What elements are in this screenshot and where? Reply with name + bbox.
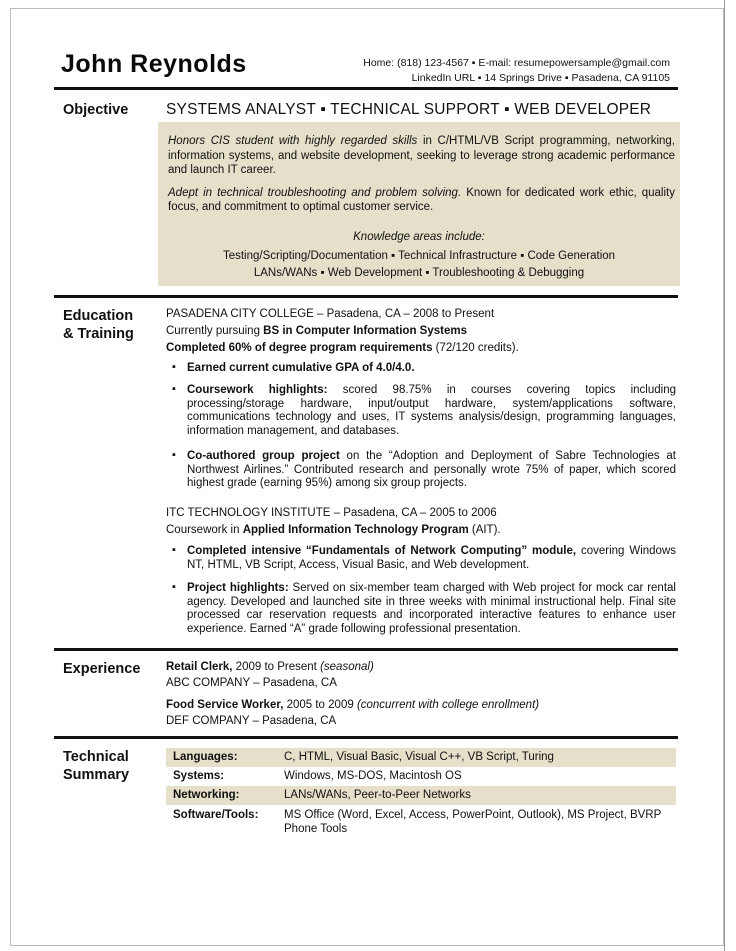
tech-value: Windows, MS-DOS, Macintosh OS (284, 770, 462, 782)
knowledge-areas-line-2: LANs/WANs ▪ Web Development ▪ Troubleshooting & Debugging (253, 267, 585, 279)
section-title-objective: Objective (63, 102, 129, 118)
edu-bullet-1 (166, 362, 678, 376)
bullet-icon: ▪ (172, 544, 176, 556)
contact-line-1: Home: (818) 123-4567 ▪ E-mail: resumepowersample@gmail.com (363, 57, 670, 69)
divider-objective (54, 295, 678, 298)
job-2-company: DEF COMPANY – Pasadena, CA (166, 715, 337, 727)
job-2-title-line (166, 698, 539, 712)
job-1-company: ABC COMPANY – Pasadena, CA (166, 677, 337, 689)
school-1-degree-pre: Currently pursuing (166, 325, 264, 337)
edu-bullet-3-text (187, 450, 676, 491)
contact-line-2: LinkedIn URL ▪ 14 Springs Drive ▪ Pasadena, CA 91105 (411, 72, 670, 84)
job-1-dates: 2009 to Present (232, 661, 321, 673)
edu-bullet-2 (166, 384, 678, 440)
objective-headline: SYSTEMS ANALYST ▪ TECHNICAL SUPPORT ▪ WEB DEVELOPER (166, 101, 652, 118)
bullet-icon: ▪ (172, 361, 176, 373)
technical-title-line-2: Summary (63, 767, 130, 783)
edu-bullet-4-rest: covering Windows NT, HTML, VB Script, Access, Visual Basic, and Web development. (187, 545, 677, 571)
edu-bullet-4-bold: Completed intensive “Fundamentals of Network Computing” module, (187, 545, 577, 557)
job-2-note: (concurrent with college enrollment) (356, 699, 540, 711)
page-edge (724, 0, 725, 951)
technical-title-line-1: Technical (63, 749, 129, 765)
knowledge-areas-title: Knowledge areas include: (353, 231, 485, 243)
tech-label: Networking: (173, 789, 240, 801)
tech-row-networking (166, 786, 676, 805)
tech-label: Software/Tools: (173, 809, 259, 821)
school-1-progress-bold: Completed 60% of degree program requirements (166, 342, 433, 354)
edu-bullet-2-rest: scored 98.75% in courses covering topics including processing/storage hardware, input/output hardware, system/applications software, communications technology and uses, IT systems analysis/design, programming languages, information management, and databases. (187, 384, 676, 437)
job-1-title-line (166, 660, 374, 674)
objective-emphasis-1: Honors CIS student with highly regarded skills (168, 135, 418, 147)
job-2-title: Food Service Worker, (166, 699, 284, 711)
tech-row-systems (166, 767, 676, 786)
tech-value: MS Office (Word, Excel, Access, PowerPoint, Outlook), MS Project, BVRP Phone Tools (284, 809, 662, 835)
edu-bullet-2-bold: Coursework highlights: (187, 384, 328, 396)
bullet-icon: ▪ (172, 383, 176, 395)
school-2-program-rest: (AIT). (468, 524, 501, 536)
school-2-program-pre: Coursework in (166, 524, 243, 536)
edu-bullet-3 (166, 450, 678, 492)
objective-paragraph-2 (168, 186, 675, 215)
school-2-program-name: Applied Information Technology Program (242, 524, 469, 536)
section-title-education (63, 307, 134, 343)
candidate-name: John Reynolds (61, 50, 247, 78)
edu-bullet-2-text (187, 384, 676, 438)
edu-bullet-3-bold: Co-authored group project (187, 450, 340, 462)
tech-label: Languages: (173, 751, 238, 763)
edu-bullet-5-bold: Project highlights: (187, 582, 289, 594)
edu-bullet-5-rest: Served on six-member team charged with Web project for mock car rental agency. Developed and launched site in three weeks with minimal instructional help. Final site processed car reservation requests and incorporated interactive features to enhance user experience. Earned “A” grade following professional presentation. (187, 582, 676, 635)
tech-row-languages (166, 748, 676, 767)
objective-rest-2: Known for dedicated work ethic, quality focus, and commitment to optimal customer service. (168, 186, 675, 213)
school-1-progress-rest: (72/120 credits). (432, 342, 519, 354)
objective-rest-1: in C/HTML/VB Script programming, networking, information systems, and website development, seeking to leverage strong academic performance and launch IT career. (168, 135, 675, 176)
edu-bullet-4-text (187, 545, 676, 572)
edu-bullet-5-text (187, 582, 676, 636)
section-title-technical (63, 748, 129, 784)
divider-education (54, 648, 678, 651)
school-1-degree-name: BS in Computer Information Systems (263, 325, 467, 337)
job-1-title: Retail Clerk, (166, 661, 233, 673)
edu-bullet-1-text: Earned current cumulative GPA of 4.0/4.0. (187, 362, 415, 374)
divider-header (54, 87, 678, 90)
school-1-heading: PASADENA CITY COLLEGE – Pasadena, CA – 2008 to Present (166, 308, 495, 320)
school-1-progress (166, 341, 678, 355)
job-2-dates: 2005 to 2009 (283, 699, 357, 711)
objective-summary-box (158, 122, 680, 286)
objective-text (168, 134, 675, 215)
knowledge-areas-line-1: Testing/Scripting/Documentation ▪ Technical Infrastructure ▪ Code Generation (222, 250, 616, 262)
tech-row-software (166, 805, 676, 839)
edu-bullet-5 (166, 582, 678, 638)
edu-bullet-3-rest: on the “Adoption and Deployment of Sabre Technologies at Northwest Airlines.” Contributed research and personally wrote 75% of paper, which scored highest grade (earning 95%) among six group projects. (187, 450, 676, 489)
edu-bullet-4 (166, 545, 678, 573)
school-2-heading: ITC TECHNOLOGY INSTITUTE – Pasadena, CA – 2005 to 2006 (166, 507, 497, 519)
job-1-note: (seasonal) (320, 661, 374, 673)
objective-emphasis-2: Adept in technical troubleshooting and problem solving. (168, 186, 462, 199)
objective-paragraph-1 (168, 134, 675, 178)
bullet-icon: ▪ (172, 449, 176, 461)
school-2-program (166, 523, 678, 537)
bullet-icon: ▪ (172, 581, 176, 593)
section-title-experience: Experience (63, 661, 141, 677)
tech-label: Systems: (173, 770, 225, 782)
divider-experience (54, 736, 678, 739)
tech-value: C, HTML, Visual Basic, Visual C++, VB Script, Turing (284, 751, 554, 763)
education-title-line-2: & Training (63, 326, 134, 342)
contact-info (363, 56, 670, 86)
tech-value: LANs/WANs, Peer-to-Peer Networks (284, 789, 471, 801)
education-title-line-1: Education (63, 308, 134, 324)
school-1-degree (166, 324, 678, 338)
